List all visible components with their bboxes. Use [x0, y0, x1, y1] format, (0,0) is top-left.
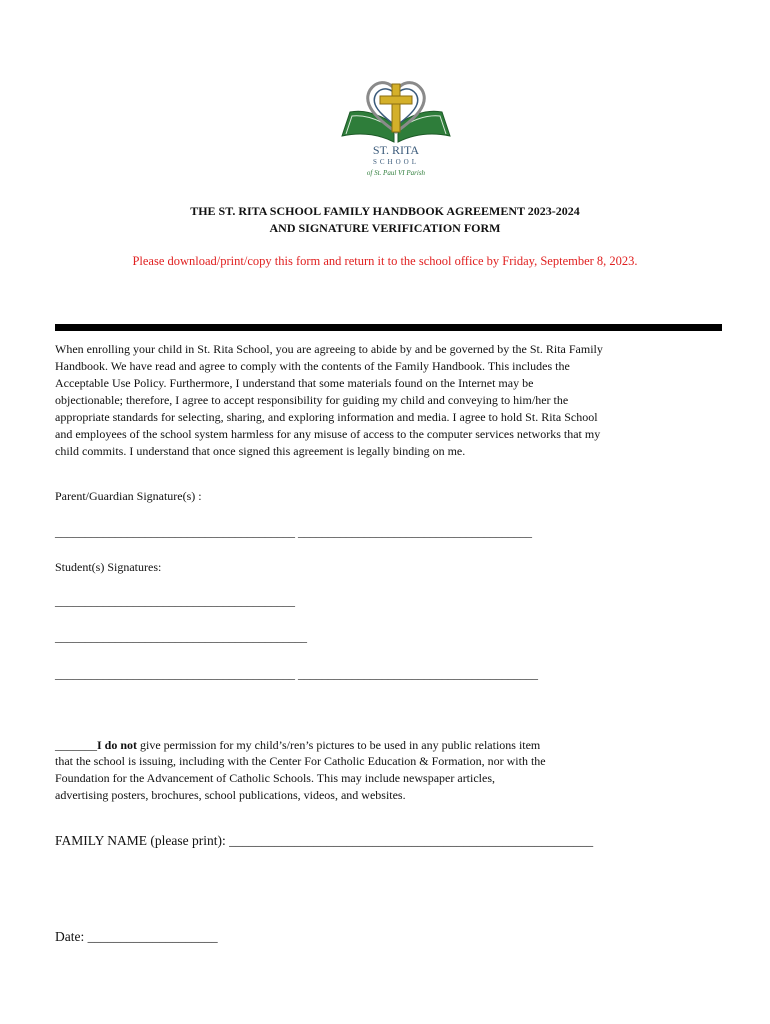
parent-signature-line[interactable]: ________________________________________ _______________________________________ [55, 525, 532, 539]
family-name-row [55, 833, 593, 849]
student-signatures-label: Student(s) Signatures: [55, 560, 162, 574]
date-line[interactable]: ____________________ [87, 929, 218, 944]
book-icon [342, 111, 394, 142]
logo-school-name: ST. RITA [372, 143, 420, 157]
form-title-line2: AND SIGNATURE VERIFICATION FORM [269, 221, 501, 235]
family-name-line[interactable]: ________________________________________________________ [229, 833, 594, 848]
logo-parish: of St. Paul VI Parish [366, 169, 426, 177]
return-notice: Please download/print/copy this form and return it to the school office by Friday, September 8, 2023. [132, 254, 638, 268]
date-label: Date: [55, 929, 85, 944]
permission-text-1: give permission for my child’s/ren’s pictures to be used in any public relations item [137, 738, 541, 752]
student-signature-line-3[interactable]: ________________________________________ ________________________________________ [55, 667, 538, 681]
photo-permission-text: that the school is issuing, including with the Center For Catholic Education & Formation, nor with the Foundation for the Advancement of Catholic Schools. This may include newspaper articles, advertising posters, brochures, school publications, videos, and websites. [55, 754, 546, 802]
school-logo [336, 74, 456, 182]
permission-blank[interactable]: _______ [55, 738, 97, 752]
form-title-line1: THE ST. RITA SCHOOL FAMILY HANDBOOK AGREEMENT 2023-2024 [190, 204, 580, 218]
student-signature-line-1[interactable]: ________________________________________ [55, 594, 295, 608]
date-row [55, 929, 218, 945]
logo-school-word: SCHOOL [372, 158, 420, 166]
permission-bold: I do not [97, 738, 138, 752]
agreement-text: When enrolling your child in St. Rita School, you are agreeing to abide by and be governed by the St. Rita Family Handbook. We have read and agree to comply with the contents of the Family Handbook. This includes the Acceptable Use Policy. Furthermore, I understand that some materials found on the Internet may be objectionable; therefore, I agree to accept responsibility for guiding my child and conveying to him/her the appropriate standards for selecting, sharing, and exploring information and media. I agree to hold St. Rita School and employees of the school system harmless for any misuse of access to the computer services networks that my child commits. I understand that once signed this agreement is legally binding on me. [55, 342, 603, 458]
photo-permission-line1 [55, 737, 735, 754]
student-signature-line-2[interactable]: __________________________________________ [55, 630, 307, 644]
family-name-label: FAMILY NAME (please print): [55, 833, 226, 848]
divider [55, 324, 722, 331]
parent-signature-label: Parent/Guardian Signature(s) : [55, 489, 202, 503]
